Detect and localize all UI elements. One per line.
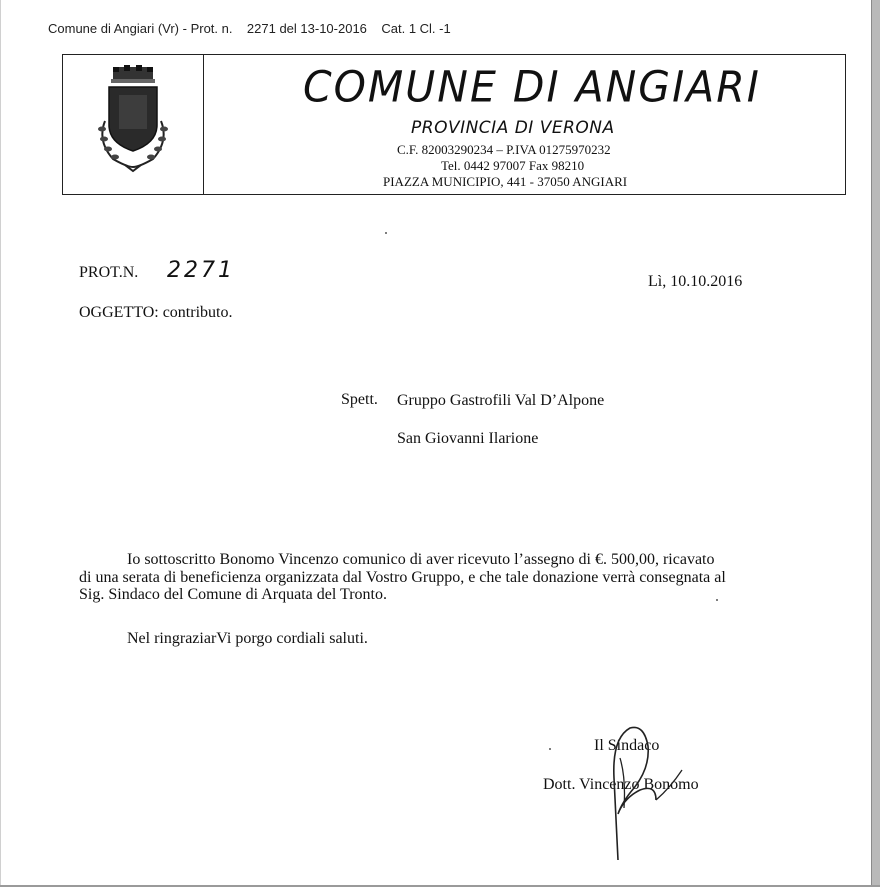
protocol-number-handwritten: 2271: [167, 258, 235, 283]
address-line: PIAZZA MUNICIPIO, 441 - 37050 ANGIARI: [383, 174, 628, 189]
letter-closing: Nel ringraziarVi porgo cordiali saluti.: [127, 630, 368, 647]
province-line: PROVINCIA DI VERONA: [411, 118, 615, 138]
body-line-1: Io sottoscritto Bonomo Vincenzo comunico di aver ricevuto l’assegno di €. 500,00, ricavato: [127, 551, 715, 568]
handwritten-signature-icon: [560, 718, 690, 863]
letter-date: Lì, 10.10.2016: [648, 273, 743, 290]
municipal-crest-icon: [91, 63, 175, 175]
protocol-label: PROT.N.: [79, 264, 139, 281]
body-line: [79, 569, 809, 587]
scan-speck: [716, 599, 718, 601]
signatory-name: Dott. Vincenzo Bonomo: [543, 776, 699, 793]
body-line: [79, 551, 809, 569]
tax-codes-line: C.F. 82003290234 – P.IVA 01275970232: [397, 142, 611, 157]
phone-fax-line: Tel. 0442 97007 Fax 98210: [441, 158, 585, 173]
scan-speck: [385, 232, 387, 234]
municipality-title: COMUNE DI ANGIARI: [303, 61, 761, 113]
letter-subject: OGGETTO: contributo.: [79, 304, 233, 321]
letterhead: [62, 54, 846, 195]
scan-speck: [549, 748, 551, 750]
salutation-prefix: Spett.: [341, 391, 378, 408]
protocol-stamp-line: Comune di Angiari (Vr) - Prot. n. 2271 del 13-10-2016 Cat. 1 Cl. -1: [48, 21, 451, 36]
recipient-city: San Giovanni Ilarione: [397, 430, 539, 447]
body-line: [79, 586, 809, 604]
body-line-2: di una serata di beneficienza organizzata dal Vostro Gruppo, e che tale donazione verrà consegnata al: [79, 568, 726, 586]
crest-box: [63, 55, 204, 194]
page-edge-right: [871, 0, 880, 887]
letter-body: [79, 551, 809, 604]
page-edge-left: [0, 0, 1, 887]
signatory-title: Il Sindaco: [594, 737, 660, 754]
body-line-3: Sig. Sindaco del Comune di Arquata del Tronto.: [79, 586, 387, 603]
recipient-name: Gruppo Gastrofili Val D’Alpone: [397, 392, 605, 409]
